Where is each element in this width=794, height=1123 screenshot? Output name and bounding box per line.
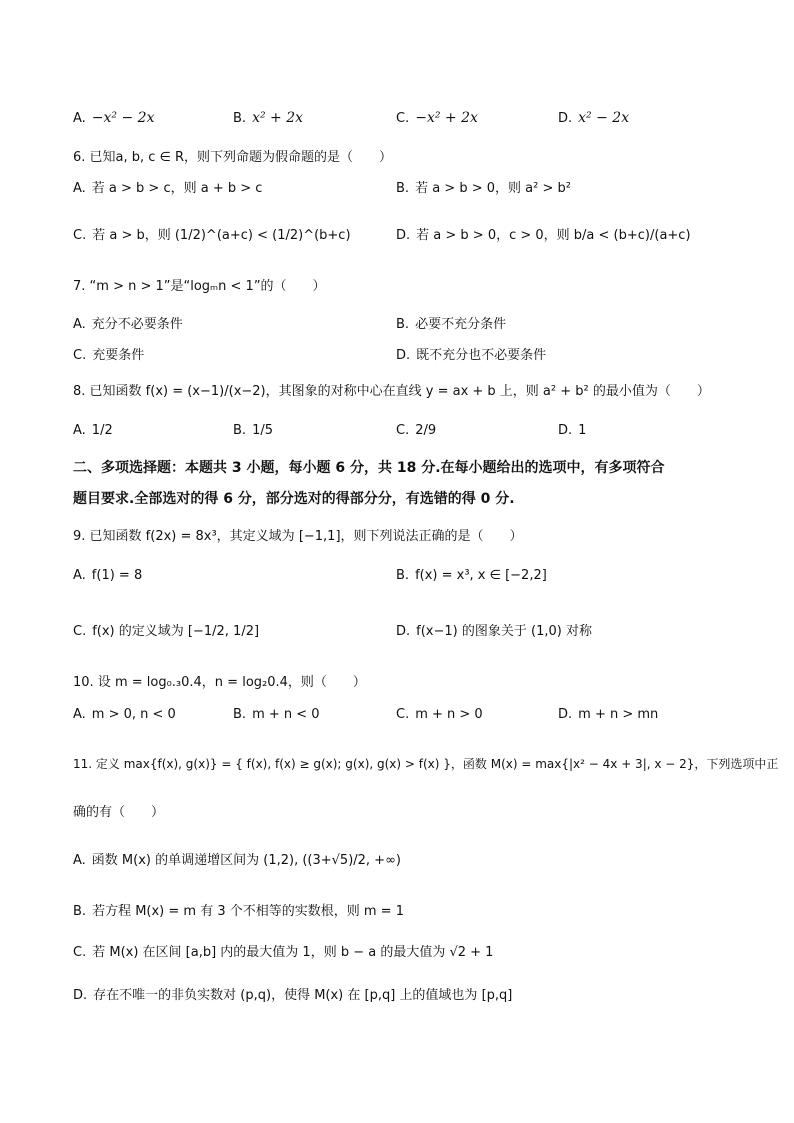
option-text: m + n > mn xyxy=(578,707,659,722)
option-label: D. xyxy=(73,988,88,1003)
q5-option-d xyxy=(558,110,629,126)
option-label: D. xyxy=(558,707,573,722)
q10-stem: 10. 设 m = log₀.₃0.4，n = log₂0.4，则（ ） xyxy=(73,675,366,690)
q7-option-d xyxy=(396,344,546,363)
option-text: 1/5 xyxy=(252,423,273,438)
q5-option-a xyxy=(73,110,154,126)
option-text: f(1) = 8 xyxy=(91,568,143,583)
option-label: A. xyxy=(73,181,86,196)
option-label: A. xyxy=(73,317,86,332)
option-label: D. xyxy=(396,228,411,243)
q11-option-a xyxy=(73,849,401,868)
option-text: 若 a > b，则 (1/2)^(a+c) < (1/2)^(b+c) xyxy=(92,228,351,243)
option-text: 若 M(x) 在区间 [a,b] 内的最大值为 1，则 b − a 的最大值为 √2 + 1 xyxy=(92,945,494,960)
option-label: C. xyxy=(396,111,410,126)
q7-option-a xyxy=(73,313,183,332)
option-label: A. xyxy=(73,568,86,583)
option-text: 充分不必要条件 xyxy=(91,317,183,332)
option-text: x² − 2x xyxy=(578,110,630,126)
q11-option-d xyxy=(73,984,512,1003)
option-label: A. xyxy=(73,707,86,722)
option-label: C. xyxy=(73,624,87,639)
q9-option-b xyxy=(396,568,547,583)
option-text: f(x) 的定义域为 [−1/2, 1/2] xyxy=(92,624,260,639)
option-label: B. xyxy=(233,111,247,126)
option-text: 充要条件 xyxy=(92,348,145,363)
option-text: m > 0, n < 0 xyxy=(91,707,176,722)
q10-option-d xyxy=(558,707,658,722)
option-label: B. xyxy=(233,423,247,438)
option-text: 存在不唯一的非负实数对 (p,q)，使得 M(x) 在 [p,q] 上的值域也为 [p,q] xyxy=(93,988,513,1003)
option-text: 1 xyxy=(578,423,587,438)
option-label: C. xyxy=(73,945,87,960)
option-label: D. xyxy=(558,111,573,126)
option-text: 若 a > b > c，则 a + b > c xyxy=(91,181,263,196)
option-text: 必要不充分条件 xyxy=(415,317,507,332)
q10-option-b xyxy=(233,707,320,722)
q8-option-d xyxy=(558,423,586,438)
option-label: C. xyxy=(396,423,410,438)
option-label: B. xyxy=(396,568,410,583)
q11-option-c xyxy=(73,941,493,960)
q10-option-c xyxy=(396,707,483,722)
q10-option-a xyxy=(73,707,176,722)
option-text: f(x−1) 的图象关于 (1,0) 对称 xyxy=(416,624,592,639)
option-label: D. xyxy=(396,348,411,363)
q6-option-a xyxy=(73,177,262,196)
section2-heading-line1: 二、多项选择题：本题共 3 小题，每小题 6 分，共 18 分.在每小题给出的选项中，有多项符合 xyxy=(73,460,665,476)
q8-option-c xyxy=(396,423,436,438)
option-label: C. xyxy=(73,348,87,363)
option-text: −x² − 2x xyxy=(91,110,155,126)
option-label: D. xyxy=(396,624,411,639)
option-label: C. xyxy=(73,228,87,243)
q9-option-d xyxy=(396,620,592,639)
q5-option-b xyxy=(233,110,303,126)
q8-stem: 8. 已知函数 f(x) = (x−1)/(x−2)，其图象的对称中心在直线 y = ax + b 上，则 a² + b² 的最小值为（ ） xyxy=(73,384,710,399)
q7-stem: 7. “m > n > 1”是“logₘn < 1”的（ ） xyxy=(73,279,326,294)
option-text: −x² + 2x xyxy=(415,110,478,126)
q11-option-b xyxy=(73,900,404,919)
option-text: 2/9 xyxy=(415,423,437,438)
option-text: 1/2 xyxy=(91,423,113,438)
q6-option-b xyxy=(396,177,571,196)
q8-option-b xyxy=(233,423,273,438)
option-text: m + n < 0 xyxy=(252,707,320,722)
q7-option-c xyxy=(73,344,144,363)
option-label: C. xyxy=(396,707,410,722)
q9-option-a xyxy=(73,568,142,583)
option-text: 既不充分也不必要条件 xyxy=(416,348,547,363)
option-text: 函数 M(x) 的单调递增区间为 (1,2), ((3+√5)/2, +∞) xyxy=(91,853,401,868)
option-label: A. xyxy=(73,423,86,438)
q11-stem-line2: 确的有（ ） xyxy=(73,805,165,820)
q9-stem: 9. 已知函数 f(2x) = 8x³，其定义域为 [−1,1]，则下列说法正确的是（ ） xyxy=(73,529,523,544)
q6-stem: 6. 已知a, b, c ∈ R，则下列命题为假命题的是（ ） xyxy=(73,150,393,165)
q11-stem-line1: 11. 定义 max{f(x), g(x)} = { f(x), f(x) ≥ g(x); g(x), g(x) > f(x) }，函数 M(x) = max{|x² − 4x + 3|, x − 2}，下列选项中正 xyxy=(73,757,779,771)
option-text: m + n > 0 xyxy=(415,707,483,722)
option-label: B. xyxy=(396,181,410,196)
section2-heading-line2: 题目要求.全部选对的得 6 分，部分选对的得部分分，有选错的得 0 分. xyxy=(73,491,515,507)
option-label: A. xyxy=(73,853,86,868)
option-text: f(x) = x³, x ∈ [−2,2] xyxy=(415,568,547,583)
option-text: 若方程 M(x) = m 有 3 个不相等的实数根，则 m = 1 xyxy=(92,904,404,919)
q8-option-a xyxy=(73,423,113,438)
q6-option-d xyxy=(396,224,691,243)
option-label: B. xyxy=(396,317,410,332)
q9-option-c xyxy=(73,620,259,639)
q5-option-c xyxy=(396,110,478,126)
option-text: 若 a > b > 0，则 a² > b² xyxy=(415,181,571,196)
option-label: B. xyxy=(73,904,87,919)
q7-option-b xyxy=(396,313,506,332)
option-label: B. xyxy=(233,707,247,722)
q6-option-c xyxy=(73,224,351,243)
option-label: A. xyxy=(73,111,86,126)
option-text: 若 a > b > 0，c > 0，则 b/a < (b+c)/(a+c) xyxy=(416,228,691,243)
option-text: x² + 2x xyxy=(252,110,304,126)
option-label: D. xyxy=(558,423,573,438)
